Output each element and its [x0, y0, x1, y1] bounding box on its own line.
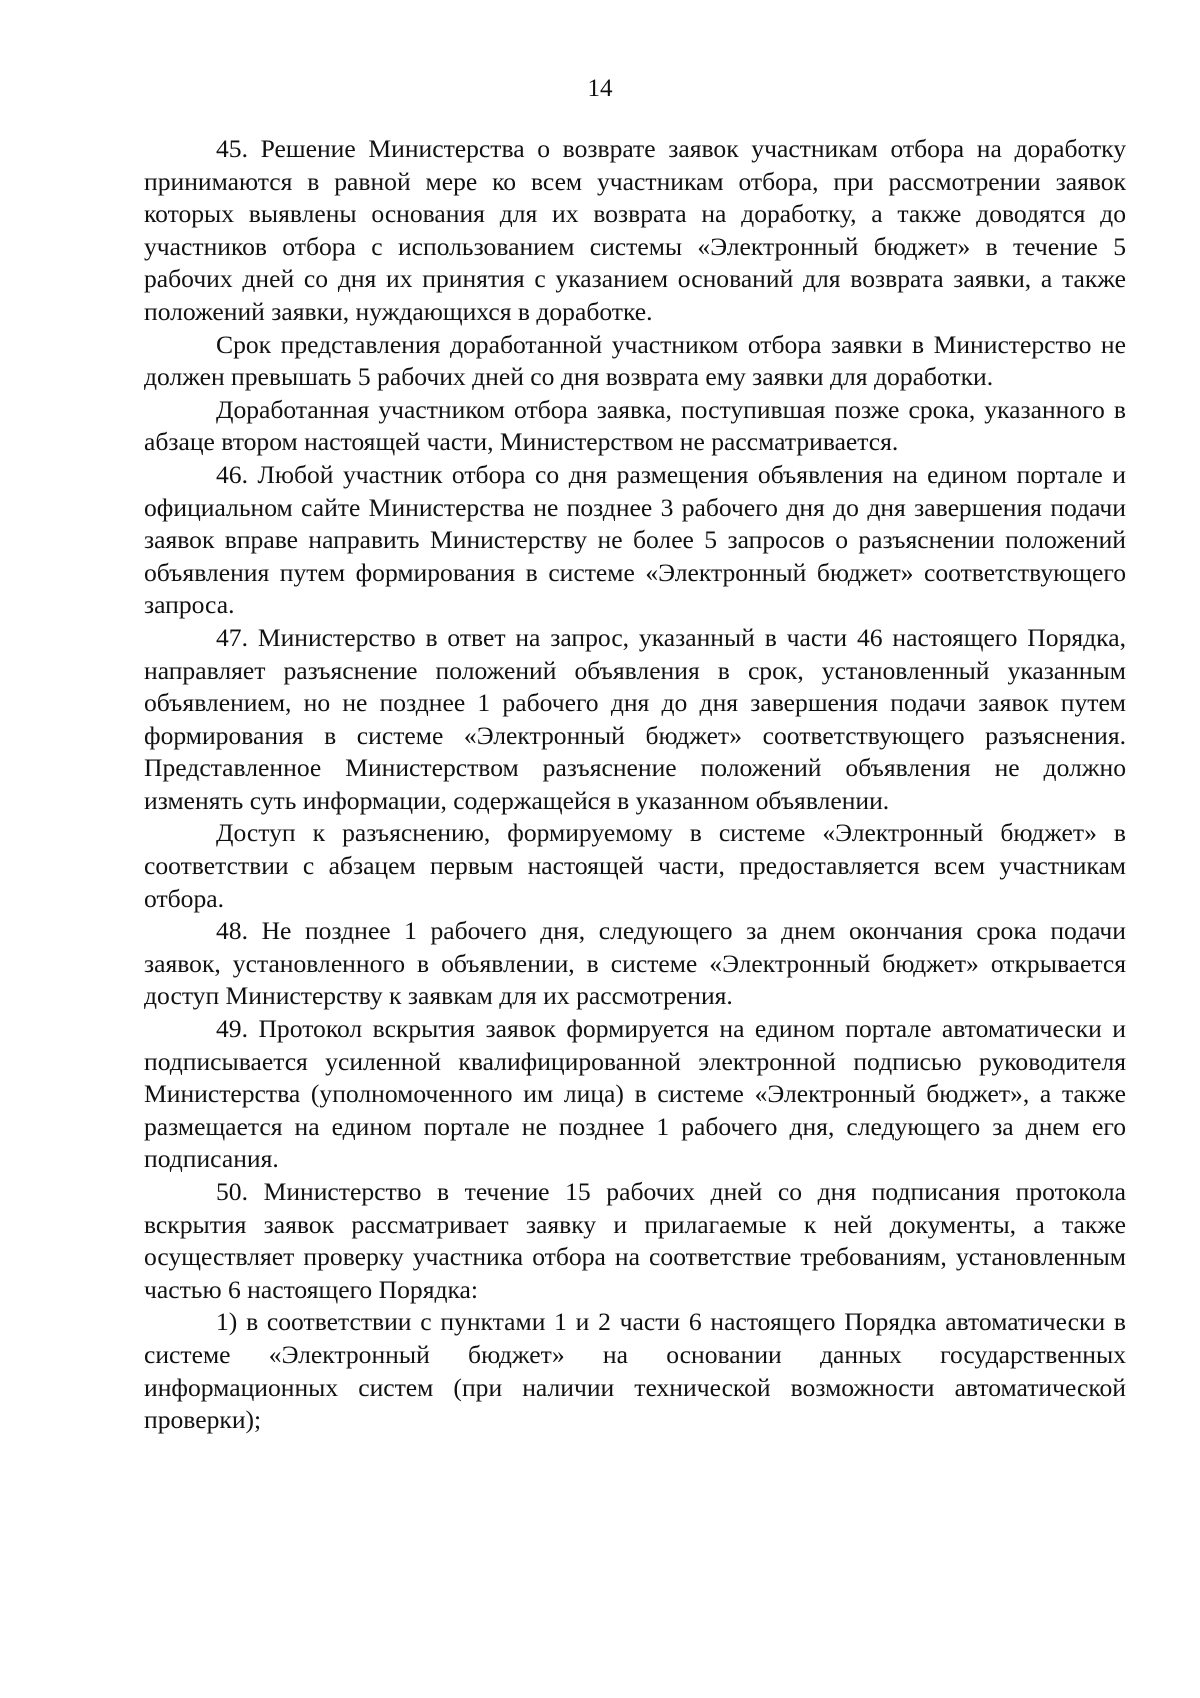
document-body [144, 133, 1126, 1437]
paragraph-50: 50. Министерство в течение 15 рабочих дней со дня подписания протокола вскрытия заявок рассматривает заявку и прилагаемые к ней документы, а также осуществляет проверку участника отбора на соответствие требованиям, установленным частью 6 настоящего Порядка: [144, 1177, 1126, 1304]
paragraph-45-late-submission: Доработанная участником отбора заявка, поступившая позже срока, указанного в абзаце втором настоящей части, Министерством не рассматривается. [144, 394, 1126, 457]
paragraph-49: 49. Протокол вскрытия заявок формируется на едином портале автоматически и подписывается усиленной квалифицированной электронной подписью руководителя Министерства (уполномоченного им лица) в системе «Электронный бюджет», а также размещается на едином портале не позднее 1 рабочего дня, следующего за днем его подписания. [144, 1014, 1126, 1174]
paragraph-50-item-1: 1) в соответствии с пунктами 1 и 2 части 6 настоящего Порядка автоматически в системе «Электронный бюджет» на основании данных государственных информационных систем (при наличии технической возможности автоматической проверки); [144, 1307, 1126, 1435]
paragraph-46: 46. Любой участник отбора со дня размещения объявления на едином портале и официальном сайте Министерства не позднее 3 рабочего дня до дня завершения подачи заявок вправе направить Министерству не более 5 запросов о разъяснении положений объявления путем формирования в системе «Электронный бюджет» соответствующего запроса. [144, 459, 1126, 620]
paragraph-45: 45. Решение Министерства о возврате заявок участникам отбора на доработку принимаются в равной мере ко всем участникам отбора, при рассмотрении заявок которых выявлены основания для их возврата на доработку, а также доводятся до участников отбора с использованием системы «Электронный бюджет» в течение 5 рабочих дней со дня их принятия с указанием оснований для возврата заявки, а также положений заявки, нуждающихся в доработке. [144, 134, 1126, 326]
page-number: 14 [587, 75, 613, 102]
paragraph-48: 48. Не позднее 1 рабочего дня, следующего за днем окончания срока подачи заявок, установленного в объявлении, в системе «Электронный бюджет» открывается доступ Министерству к заявкам для их рассмотрения. [144, 916, 1126, 1011]
paragraph-47-access: Доступ к разъяснению, формируемому в системе «Электронный бюджет» в соответствии с абзацем первым настоящей части, предоставляется всем участникам отбора. [144, 818, 1126, 913]
paragraph-45-resubmission-deadline: Срок представления доработанной участником отбора заявки в Министерство не должен превышать 5 рабочих дней со дня возврата ему заявки для доработки. [144, 329, 1126, 392]
paragraph-47: 47. Министерство в ответ на запрос, указанный в части 46 настоящего Порядка, направляет разъяснение положений объявления в срок, установленный указанным объявлением, но не позднее 1 рабочего дня до дня завершения подачи заявок путем формирования в системе «Электронный бюджет» соответствующего разъяснения. Представленное Министерством разъяснение положений объявления не должно изменять суть информации, содержащейся в указанном объявлении. [144, 622, 1126, 815]
